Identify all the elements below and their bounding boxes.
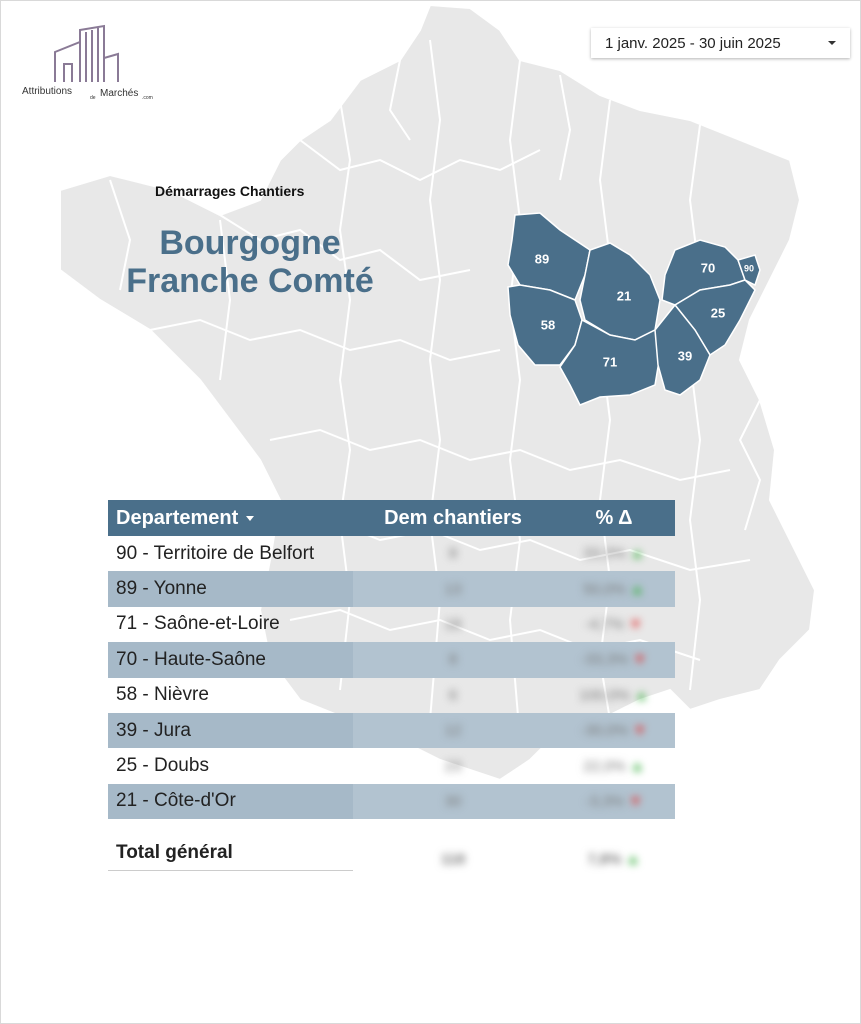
dept-cell: 90 - Territoire de Belfort <box>116 542 315 564</box>
dept-label-21: 21 <box>616 288 632 304</box>
region-title <box>100 224 400 300</box>
chevron-down-icon <box>828 41 836 45</box>
departement-table <box>108 500 675 871</box>
table-row <box>108 748 675 783</box>
pct-cell: -4,7% <box>584 615 625 633</box>
dept-cell: 25 - Doubs <box>116 755 209 777</box>
dept-label-58: 58 <box>540 317 556 333</box>
logo-text-marches: Marchés <box>100 88 139 99</box>
table-header <box>108 500 675 536</box>
dem-cell: 6 <box>448 686 458 704</box>
column-header-pct-delta[interactable]: % Δ <box>595 506 633 529</box>
table-row <box>108 713 675 748</box>
dept-label-39: 39 <box>677 348 693 364</box>
table-row <box>108 571 675 606</box>
table-total-row <box>108 819 675 871</box>
trend-up-icon: ▲ <box>625 851 641 869</box>
pct-cell: -33,3% <box>580 651 629 669</box>
dem-cell: 8 <box>448 651 458 669</box>
dept-label-25: 25 <box>710 305 726 321</box>
dept-label-89: 89 <box>534 251 550 267</box>
pct-cell: -3,3% <box>584 792 625 810</box>
dept-cell: 70 - Haute-Saône <box>108 642 353 677</box>
dem-cell: 13 <box>444 580 462 598</box>
dept-label-90: 90 <box>743 263 755 274</box>
dept-cell: 58 - Nièvre <box>116 684 209 706</box>
attributions-de-marches-logo <box>20 22 160 106</box>
table-row <box>108 784 675 819</box>
pct-cell: 22,0% <box>583 757 626 775</box>
table-row <box>108 678 675 713</box>
dept-label-70: 70 <box>700 260 716 276</box>
dem-cell: 8 <box>448 545 458 563</box>
dept-cell: 39 - Jura <box>108 713 353 748</box>
dept-label-71: 71 <box>602 354 618 370</box>
logo-text-de: de <box>90 95 96 101</box>
trend-down-icon: ▼ <box>632 722 648 740</box>
date-range-value: 1 janv. 2025 - 30 juin 2025 <box>605 34 781 52</box>
trend-down-icon: ▼ <box>628 792 644 810</box>
dem-cell: 30 <box>444 792 462 810</box>
trend-up-icon: ▲ <box>629 757 645 775</box>
trend-up-icon: ▲ <box>629 545 645 563</box>
trend-down-icon: ▼ <box>632 651 648 669</box>
dem-cell: 12 <box>444 722 462 740</box>
table-row <box>108 536 675 571</box>
report-subtitle: Démarrages Chantiers <box>155 183 305 199</box>
pct-cell: -30,0% <box>580 722 629 740</box>
total-pct-cell: 7,8% <box>587 851 622 869</box>
column-header-departement[interactable]: Departement <box>108 507 353 530</box>
region-title-line1: Bourgogne <box>159 224 341 262</box>
dept-cell: 89 - Yonne <box>108 571 353 606</box>
dept-cell: 21 - Côte-d'Or <box>108 784 353 819</box>
dem-cell: 18 <box>444 615 462 633</box>
region-title-line2: Franche Comté <box>126 262 374 300</box>
region-map <box>500 205 770 415</box>
pct-cell: 100,0% <box>579 686 630 704</box>
pct-cell: 50,0% <box>583 580 626 598</box>
logo-text-com: .com <box>142 95 153 101</box>
trend-up-icon: ▲ <box>634 686 649 704</box>
sort-down-icon <box>246 516 254 521</box>
total-dem-cell: 118 <box>440 851 466 869</box>
total-label: Total général <box>108 819 353 871</box>
table-row <box>108 607 675 642</box>
table-row <box>108 642 675 677</box>
dept-cell: 71 - Saône-et-Loire <box>116 613 280 635</box>
trend-up-icon: ▲ <box>629 580 645 598</box>
column-header-dem-chantiers[interactable]: Dem chantiers <box>384 506 522 529</box>
logo-text-attributions: Attributions <box>22 86 73 97</box>
trend-down-icon: ▼ <box>628 615 644 633</box>
date-range-picker[interactable] <box>591 28 850 58</box>
dem-cell: 23 <box>444 757 462 775</box>
pct-cell: 33,3% <box>583 545 626 563</box>
